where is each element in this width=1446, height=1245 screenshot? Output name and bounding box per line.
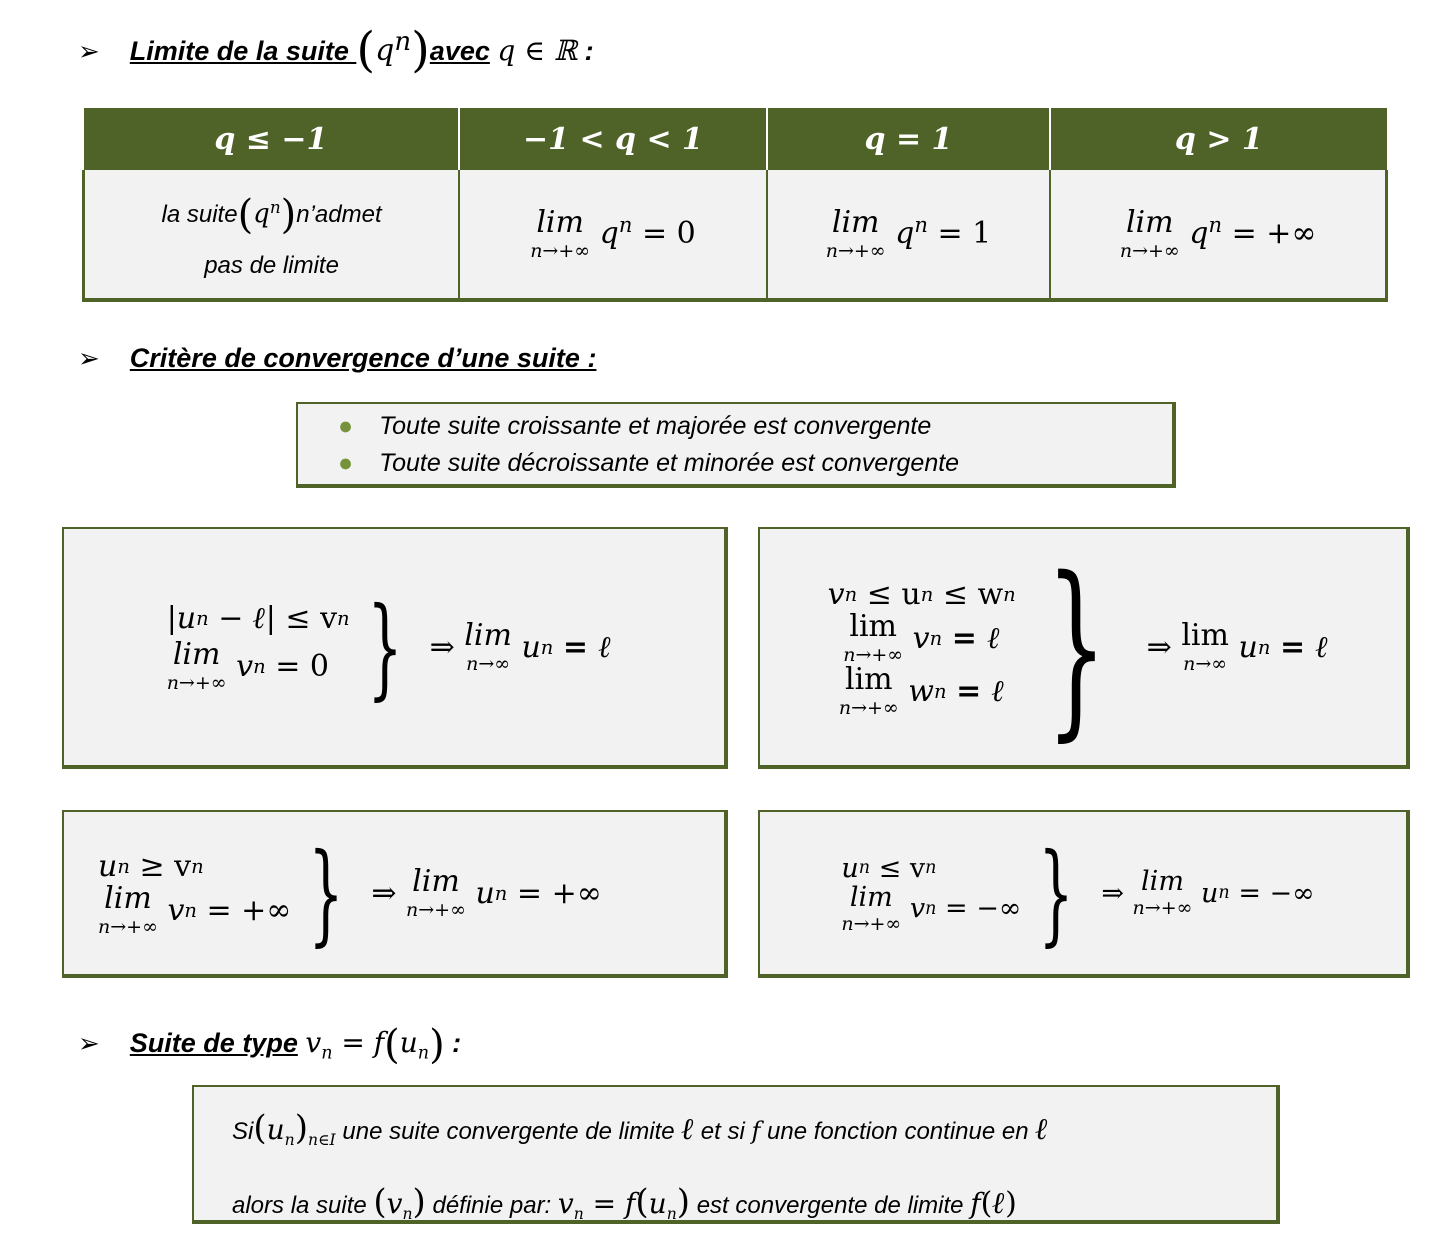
- table-cell: lim n→+∞ $q^n$ = +∞: [1050, 170, 1386, 300]
- bullet-icon: ●: [338, 449, 354, 477]
- theorem-line-1: $Si(u_n)_{n\in I}$ une suite convergente de limite ℓ et si f une fonction continue en ℓ: [232, 1108, 1049, 1149]
- arrow-bullet-icon: ➢: [78, 1028, 100, 1058]
- heading-text: Limite de la suite: [129, 36, 357, 66]
- theorem-box-abs-bound: | u n − ℓ | ≤ v n lim n→+∞ v n = 0 } ⇒ lim n→∞ u n = ℓ: [62, 527, 728, 769]
- section-heading-type-vn: ➢ Suite de type $v_n = f(u_n)$ :: [78, 1022, 462, 1068]
- theorem-box-squeeze: v n ≤ u n ≤ w n lim n→+∞ v n = ℓ lim n→+∞ w n = ℓ } ⇒ lim n→∞ u n = ℓ: [758, 527, 1410, 769]
- theorem-box-minus-infinity: u n ≤ v n lim n→+∞ v n = −∞ } ⇒ lim n→+∞ u n = −∞: [758, 810, 1410, 978]
- theorem-line-2: alors la suite $(v_n)$ définie par: $v_n = f(u_n)$ est convergente de limite f(ℓ): [232, 1181, 1017, 1223]
- table-header: q > 1: [1050, 108, 1386, 170]
- bullet-icon: ●: [338, 412, 354, 440]
- list-item: ● Toute suite décroissante et minorée est convergente: [338, 449, 960, 477]
- composition-theorem-box: [192, 1085, 1280, 1224]
- criteria-box: [296, 402, 1176, 488]
- table-header: −1 < q < 1: [459, 108, 767, 170]
- section-heading-criteria: ➢ Critère de convergence d’une suite :: [78, 343, 597, 373]
- table-cell: lim n→+∞ $q^n = 1$: [767, 170, 1050, 300]
- table-cell: lim n→+∞ $q^n = 0$: [459, 170, 767, 300]
- list-item: ● Toute suite croissante et majorée est convergente: [338, 412, 932, 440]
- table-header: q ≤ −1: [84, 108, 460, 170]
- arrow-bullet-icon: ➢: [78, 343, 100, 373]
- theorem-box-plus-infinity: u n ≥ v n lim n→+∞ v n = +∞ } ⇒ lim n→+∞ u n = +∞: [62, 810, 728, 978]
- arrow-bullet-icon: ➢: [78, 36, 100, 66]
- limit-qn-table: [82, 108, 1388, 302]
- table-header: q = 1: [767, 108, 1050, 170]
- table-cell: la $suite(q^n)n’admet$ pas de limite: [84, 170, 460, 300]
- section-heading-limit-qn: ➢ Limite de la suite $(q^n)avec$ q ∈ ℝ :: [78, 22, 594, 78]
